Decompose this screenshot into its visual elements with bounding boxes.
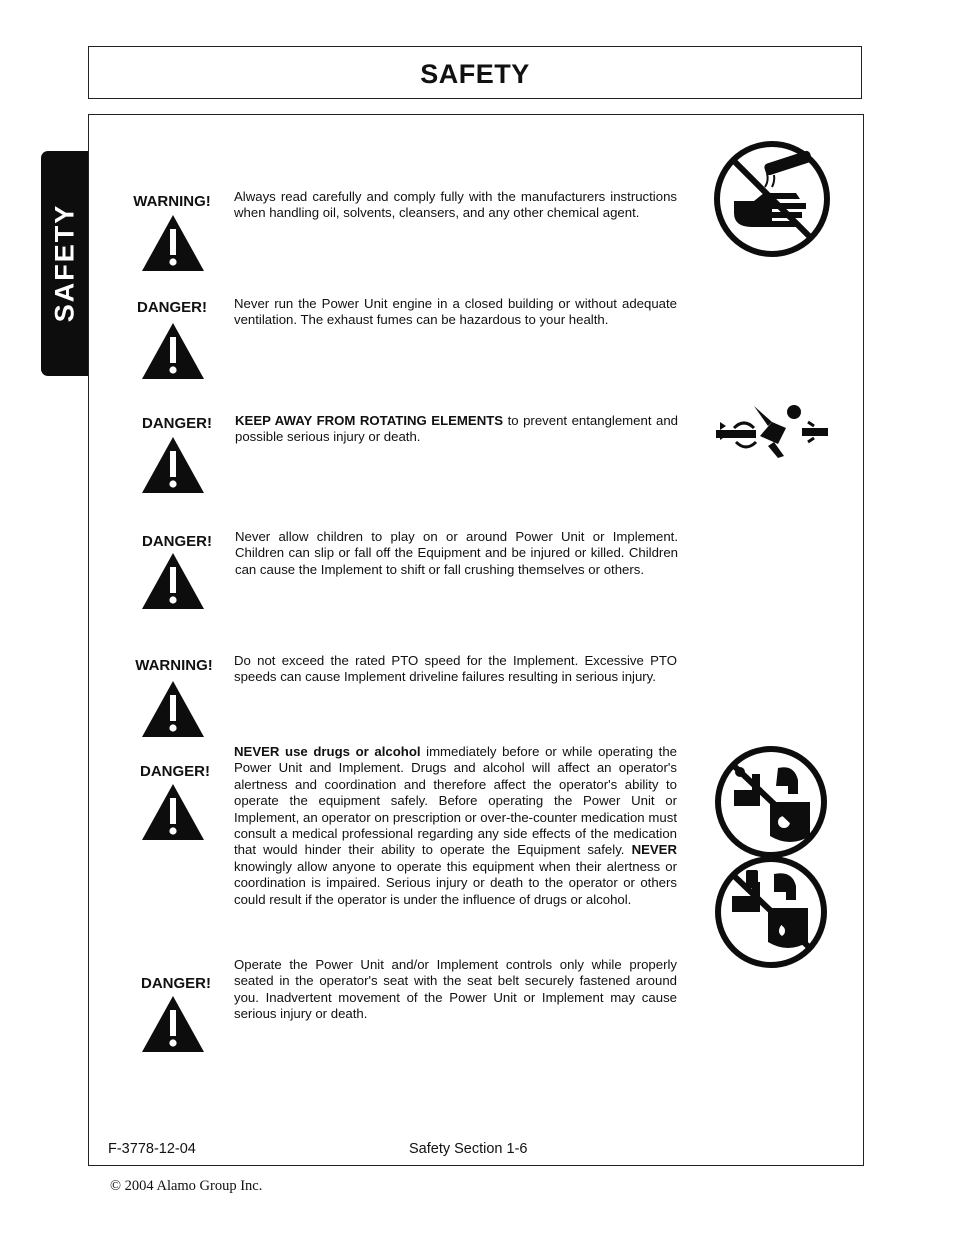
safety-text: KEEP AWAY FROM ROTATING ELEMENTS to prevent entanglement and possible serious injury or death.: [235, 413, 678, 445]
signal-word: DANGER!: [137, 299, 207, 316]
signal-word: WARNING!: [133, 193, 211, 210]
warning-triangle-icon: [140, 321, 206, 381]
warning-triangle-icon: [140, 994, 206, 1054]
no-alcohol-icon: [712, 856, 830, 968]
safety-text: Operate the Power Unit and/or Implement controls only while properly seated in the operator's seat with the seat belt securely fastened around you. Inadvertent movement of the Power Unit or Implement may cause serious injury or death.: [234, 957, 677, 1022]
signal-word: WARNING!: [135, 657, 213, 674]
copyright-notice: © 2004 Alamo Group Inc.: [110, 1178, 263, 1194]
no-drugs-icon: [712, 746, 830, 858]
header-box: [88, 46, 862, 99]
warning-triangle-icon: [140, 782, 206, 842]
chemical-handling-prohibition-icon: [712, 139, 832, 259]
warning-triangle-icon: [140, 679, 206, 739]
signal-word: DANGER!: [141, 975, 211, 992]
warning-triangle-icon: [140, 435, 206, 495]
page-title: SAFETY: [420, 59, 530, 89]
side-tab-label: SAFETY: [49, 203, 80, 323]
signal-word: DANGER!: [140, 763, 210, 780]
entanglement-hazard-icon: [714, 398, 830, 460]
signal-word: DANGER!: [142, 533, 212, 550]
document-number: F-3778-12-04: [108, 1141, 196, 1157]
warning-triangle-icon: [140, 213, 206, 273]
safety-text: NEVER use drugs or alcohol immediately before or while operating the Power Unit and Implement. Drugs and alcohol will affect an operator's alertness and coordination and therefore affect the operator's ability to operate the equipment safely. Before operating the Power Unit or Implement, an operator on prescription or over-the-counter medication must consult a medical professional regarding any side effects of the medication that would hinder their ability to operate the Equipment safely. NEVER knowingly allow anyone to operate this equipment when their alertness or coordination is impaired. Serious injury or death to the operator or others could result if the operator is under the influence of drugs or alcohol.: [234, 744, 677, 907]
side-tab: [41, 151, 89, 376]
page-section-label: Safety Section 1-6: [409, 1141, 528, 1157]
safety-text: Never run the Power Unit engine in a closed building or without adequate ventilation. The exhaust fumes can be hazardous to your health.: [234, 296, 677, 328]
safety-text: Always read carefully and comply fully with the manufacturers instructions when handling oil, solvents, cleansers, and any other chemical agent.: [234, 189, 677, 221]
safety-text: Never allow children to play on or around Power Unit or Implement. Children can slip or fall off the Equipment and be injured or killed. Children can cause the Implement to shift or fall crushing themselves or others.: [235, 529, 678, 577]
signal-word: DANGER!: [142, 415, 212, 432]
safety-text: Do not exceed the rated PTO speed for the Implement. Excessive PTO speeds can cause Implement driveline failures resulting in serious injury.: [234, 653, 677, 685]
warning-triangle-icon: [140, 551, 206, 611]
